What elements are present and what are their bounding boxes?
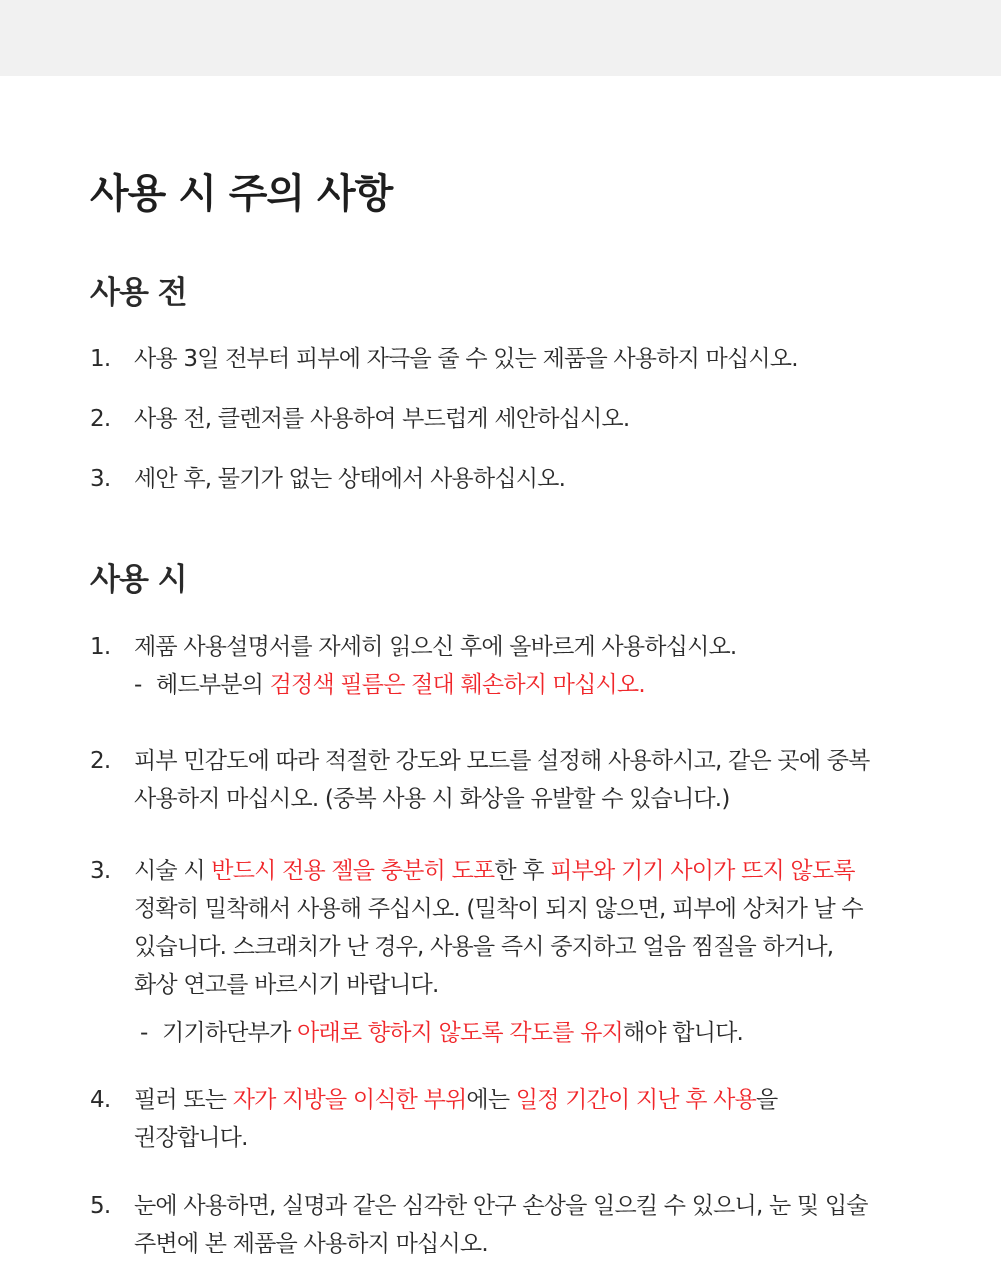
item-text: 주변에 본 제품을 사용하지 마십시오. — [134, 1231, 488, 1257]
item-text: 세안 후, 물기가 없는 상태에서 사용하십시오. — [134, 466, 566, 492]
item-number: 5. — [90, 1193, 111, 1219]
page-title: 사용 시 주의 사항 — [90, 171, 393, 217]
item-text: 눈에 사용하면, 실명과 같은 심각한 안구 손상을 일으킬 수 있으니, 눈 및 입술 — [134, 1193, 868, 1219]
item-text: 제품 사용설명서를 자세히 읽으신 후에 올바르게 사용하십시오. — [134, 634, 737, 660]
item-text: 피부 민감도에 따라 적절한 강도와 모드를 설정해 사용하시고, 같은 곳에 중복 — [134, 748, 870, 774]
item-text: 사용 전, 클렌저를 사용하여 부드럽게 세안하십시오. — [134, 406, 630, 432]
item-number: 2. — [90, 748, 111, 774]
item-text: 화상 연고를 바르시기 바랍니다. — [134, 972, 439, 998]
item-number: 3. — [90, 466, 111, 492]
list-item — [90, 1187, 920, 1263]
item-text: 사용 3일 전부터 피부에 자극을 줄 수 있는 제품을 사용하지 마십시오. — [134, 346, 798, 372]
item-subnote: - 기기하단부가 아래로 향하지 않도록 각도를 유지해야 합니다. — [140, 1014, 920, 1052]
list-item — [90, 460, 920, 498]
section-title-before: 사용 전 — [90, 275, 187, 311]
item-text: 있습니다. 스크래치가 난 경우, 사용을 즉시 중지하고 얼음 찜질을 하거나, — [134, 934, 834, 960]
warning-text: 검정색 필름은 절대 훼손하지 마십시오. — [269, 672, 645, 698]
warning-text: 아래로 향하지 않도록 각도를 유지 — [297, 1020, 623, 1046]
item-text: 시술 시 반드시 전용 젤을 충분히 도포한 후 피부와 기기 사이가 뜨지 않도록 — [134, 858, 855, 884]
list-item — [90, 1081, 920, 1157]
warning-text: 자가 지방을 이식한 부위 — [232, 1087, 467, 1113]
list-item — [90, 340, 920, 378]
dash-marker: - — [140, 1020, 148, 1046]
dash-marker: - — [134, 672, 142, 698]
item-text: 사용하지 마십시오. (중복 사용 시 화상을 유발할 수 있습니다.) — [134, 786, 730, 812]
warning-text: 일정 기간이 지난 후 사용 — [515, 1087, 757, 1113]
item-number: 3. — [90, 858, 111, 884]
item-number: 2. — [90, 406, 111, 432]
item-number: 1. — [90, 346, 111, 372]
list-item — [90, 742, 920, 818]
item-subnote: - 헤드부분의 검정색 필름은 절대 훼손하지 마십시오. — [134, 666, 920, 704]
item-number: 4. — [90, 1087, 111, 1113]
section-title-during: 사용 시 — [90, 562, 187, 598]
item-text: 정확히 밀착해서 사용해 주십시오. (밀착이 되지 않으면, 피부에 상처가 날 수 — [134, 896, 863, 922]
list-item — [90, 852, 920, 1052]
list-item — [90, 400, 920, 438]
warning-text: 피부와 기기 사이가 뜨지 않도록 — [550, 858, 855, 884]
item-text: 필러 또는 자가 지방을 이식한 부위에는 일정 기간이 지난 후 사용을 — [134, 1087, 778, 1113]
warning-text: 반드시 전용 젤을 충분히 도포 — [211, 858, 495, 884]
top-bar — [0, 0, 1001, 76]
item-text: 권장합니다. — [134, 1125, 248, 1151]
list-item — [90, 628, 920, 704]
item-number: 1. — [90, 634, 111, 660]
